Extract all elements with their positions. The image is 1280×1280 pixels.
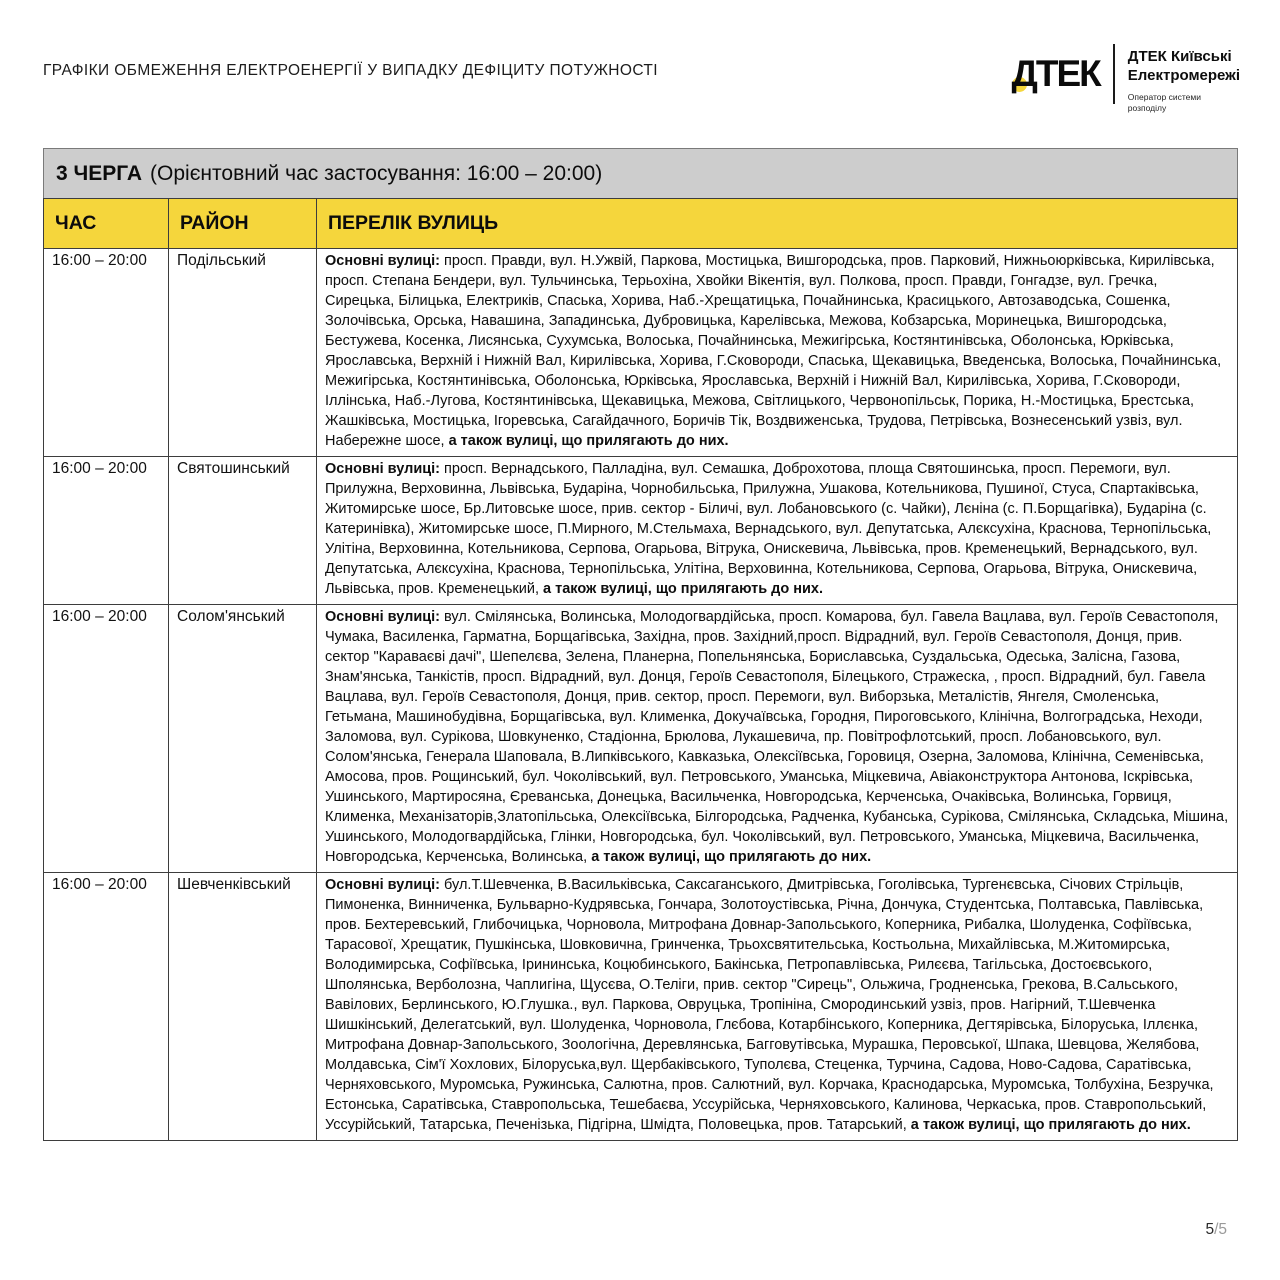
streets-cell	[317, 605, 1238, 873]
streets-suffix: а також вулиці, що прилягають до них.	[448, 433, 729, 449]
company-name-line2: Електромережі	[1127, 67, 1240, 84]
table-header-row	[44, 199, 1238, 249]
table-row	[44, 457, 1238, 605]
district-cell: Подільський	[169, 249, 317, 457]
page-number-total: /5	[1214, 1221, 1227, 1238]
streets-cell	[317, 457, 1238, 605]
logo-wordmark: ДТЕК	[1011, 53, 1100, 94]
district-cell: Святошинський	[169, 457, 317, 605]
streets-list: бул.Т.Шевченка, В.Васильківська, Саксаганського, Дмитрівська, Гоголівська, Тургенєвська, Січових Стрільців, Пимоненка, Винниченка, Бульварно-Кудрявська, Гончара, Золотоустівська, Річна, Дончука, Студентська, Полтавська, Павлівська, пров. Бехтеревський, Глибочицька, Чорновола, Митрофана Довнар-Запольського, Коперника, Рибалка, Шолуденка, Софіївська, Тарасової, Хрещатик, Пушкінська, Шовковична, Гринченка, Трьохсвятительська, Костьольна, Михайлівська, М.Житомирська, Володимирська, Софіївська, Ірининська, Коцюбинського, Бакінська, Петропавлівська, Рилєєва, Тагільська, Достоєвського, Шполянська, Верболозна, Чаплигіна, Щусєва, О.Теліги, прив. сектор "Сирець", Ольжича, Гродненська, Грекова, В.Сальського, Вавілових, Берлинського, Ю.Глушка., вул. Паркова, Овруцька, Тропініна, Смородинський узвіз, пров. Нагірний, Т.Шевченка Шишкінський, Делегатський, вул. Шолуденка, Чорновола, Глєбова, Котарбінського, Коперника, Дегтярівська, Білоруська, Іллєнка, Митрофана Довнар-Запольського, Зоологічна, Деревлянська, Багговутівська, Мурашка, Перовської, Шпака, Шевцова, Желябова, Молдавська, Сім'ї Хохлових, Білоруська,вул. Щербаківського, Туполєва, Стеценка, Турчина, Садова, Ново-Садова, Саратівська, Черняховського, Муромська, Ружинська, Салютна, пров. Салютний, вул. Корчака, Краснодарська, Муромська, Толбухіна, Безручка, Естонська, Саратівська, Ставропольська, Тешебаєва, Уссурійська, Черняховського, Калинова, Черкаська, пров. Ставропольський, Уссурійський, Татарська, Печенізька, Підгірна, Шмідта, Половецька, пров. Татарський,	[325, 877, 1214, 1133]
streets-list: вул. Смілянська, Волинська, Молодогвардійська, просп. Комарова, бул. Гавела Вацлава, вул. Героїв Севастополя, Чумака, Василенка, Гарматна, Борщагівська, Західна, пров. Західний,просп. Відрадний, вул. Героїв Севастополя, Донця, прив. сектор "Караваєві дачі", Шепелєва, Зелена, Планерна, Попельнянська, Бориславська, Суздальська, Одеська, Залісна, Газова, Знам'янська, Танкістів, просп. Відрадний, вул. Донця, Героїв Севастополя, Білецького, Стражеска, , просп. Відрадний, бул. Гавела Вацлава, вул. Героїв Севастополя, Донця, прив. сектор, просп. Перемоги, вул. Виборзька, Металістів, Янгеля, Смоленська, Гетьмана, Машинобудівна, Борщагівська, вул. Клименка, Докучаївська, Городня, Пироговського, Клінічна, Волгоградська, Неходи, Заломова, вул. Сурікова, Шовкуненко, Стадіонна, Брюлова, Лукашевича, пр. Повітрофлотський, просп. Лобановського, вул. Солом'янська, Генерала Шаповала, В.Липківського, Кавказька, Олексіївська, Горовиця, Озерна, Заломова, Клінічна, Семенівська, Амосова, пров. Рощинський, бул. Чоколівський, вул. Петровського, Уманська, Міцкевича, Авіаконструктора Антонова, Іскрівська, Ушинського, Мартиросяна, Єреванська, Донецька, Васильченка, Новгородська, Керченська, Очаківська, Волинська, Горвиця, Клименка, Механізаторів,Златопільська, Олексіївська, Білгородська, Радченка, Кубанська, Сурікова, Смілянська, Складська, Мішина, Ушинського, Молодогвардійська, Глінки, Новгородська, бул. Чоколівський, вул. Петровського, Уманська, Міцкевича, Васильченка, Новгородська, Керченська, Волинська,	[325, 609, 1229, 865]
operator-line2: розподілу	[1127, 103, 1167, 113]
logo-text-block	[1128, 44, 1240, 114]
company-name-line1: ДТЕК Київські	[1127, 48, 1232, 65]
page-number	[1205, 1221, 1227, 1239]
column-header-streets: ПЕРЕЛІК ВУЛИЦЬ	[317, 199, 1238, 249]
page-number-current: 5	[1205, 1221, 1215, 1238]
streets-suffix: а також вулиці, що прилягають до них.	[543, 581, 824, 597]
document-title: ГРАФІКИ ОБМЕЖЕННЯ ЕЛЕКТРОЕНЕРГІЇ У ВИПАДКУ ДЕФІЦИТУ ПОТУЖНОСТІ	[43, 62, 658, 79]
table-row	[44, 605, 1238, 873]
queue-label: 3 ЧЕРГА	[56, 161, 143, 185]
schedule-table	[43, 198, 1238, 1141]
table-row	[44, 249, 1238, 457]
streets-suffix: а також вулиці, що прилягають до них.	[591, 849, 872, 865]
streets-label: Основні вулиці:	[325, 877, 441, 893]
time-cell: 16:00 – 20:00	[44, 605, 169, 873]
column-header-time: ЧАС	[44, 199, 169, 249]
time-cell: 16:00 – 20:00	[44, 249, 169, 457]
streets-label: Основні вулиці:	[325, 253, 441, 269]
streets-list: просп. Вернадського, Палладіна, вул. Семашка, Доброхотова, площа Святошинська, просп. Перемоги, вул. Прилужна, Верховинна, Львівська, Бударіна, Чорнобильська, Прилужна, Ушакова, Котельникова, Пушиної, Стуса, Спартаківська, Житомирське шосе, Бр.Литовське шосе, прив. сектор - Біличі, вул. Лобановського (с. Чайки), Лєніна (с. П.Борщагівка), Бударіна (с. Катеринівка), Житомирське шосе, П.Мирного, М.Стельмаха, Вернадського, вул. Депутатська, Алєксухіна, Краснова, Тернопільська, Улітіна, Верховинна, Котельникова, Серпова, Огарьова, Вітрука, Онискевича, Львівська, пров. Кременецький, Вернадського, вул. Депутатська, Алєксухіна, Краснова, Тернопільська, Улітіна, Верховинна, Котельникова, Серпова, Огарьова, Вітрука, Онискевича, Львівська, пров. Кременецький,	[325, 461, 1212, 597]
streets-suffix: а також вулиці, що прилягають до них.	[910, 1117, 1191, 1133]
time-cell: 16:00 – 20:00	[44, 457, 169, 605]
streets-label: Основні вулиці:	[325, 609, 441, 625]
streets-cell	[317, 873, 1238, 1141]
district-cell: Солом'янський	[169, 605, 317, 873]
logo-divider	[1113, 44, 1115, 104]
table-row	[44, 873, 1238, 1141]
queue-banner	[43, 148, 1238, 198]
time-cell: 16:00 – 20:00	[44, 873, 169, 1141]
streets-label: Основні вулиці:	[325, 461, 441, 477]
streets-cell	[317, 249, 1238, 457]
operator-line1: Оператор системи	[1127, 92, 1201, 102]
dtek-logo-icon	[1012, 44, 1100, 104]
queue-time-note: (Орієнтовний час застосування: 16:00 – 20:00)	[150, 161, 603, 185]
column-header-district: РАЙОН	[169, 199, 317, 249]
district-cell: Шевченківський	[169, 873, 317, 1141]
dtek-logo	[1012, 44, 1240, 114]
schedule-sheet	[43, 148, 1238, 1141]
streets-list: просп. Правди, вул. Н.Ужвій, Паркова, Мостицька, Вишгородська, пров. Парковий, Нижньоюрківська, Кирилівська, просп. Степана Бендери, вул. Тульчинська, Терьохіна, Хвойки Вікентія, вул. Полкова, просп. Правди, Гонгадзе, вул. Гречка, Сирецька, Білицька, Електриків, Спаська, Хорива, Наб.-Хрещатицька, Почайнинська, Красицького, Автозаводська, Сошенка, Золочівська, Орська, Навашина, Западинська, Дубровицька, Карелівська, Межова, Кобзарська, Моринецька, Вишгородська, Бестужева, Косенка, Лисянська, Сухумська, Волоська, Почайнинська, Межигірська, Костянтинівська, Оболонська, Юрківська, Ярославська, Верхній і Нижній Вал, Кирилівська, Хорива, Г.Сковороди, Спаська, Щекавицька, Введенська, Волоська, Почайнинська, Межигірська, Костянтинівська, Оболонська, Юрківська, Ярославська, Верхній і Нижній Вал, Кирилівська, Хорива, Г.Сковороди, Іллінська, Наб.-Лугова, Костянтинівська, Щекавицька, Межова, Світлицького, Червонопільськ, Порика, Н.-Мостицька, Брестська, Жашківська, Мостицька, Ігоревська, Сагайдачного, Боричів Тік, Воздвиженська, Трудова, Петрівська, Вознесенський узвіз, вул. Набережне шосе,	[325, 253, 1222, 449]
